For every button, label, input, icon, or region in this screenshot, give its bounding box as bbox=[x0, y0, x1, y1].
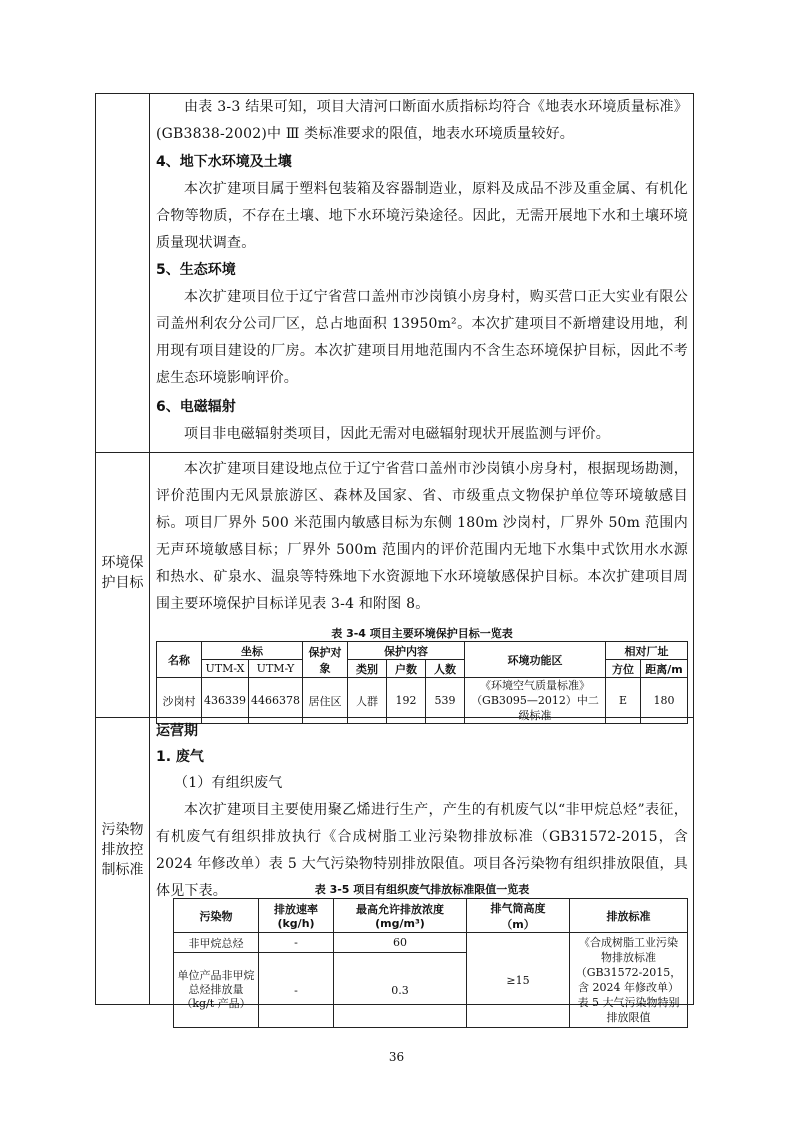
th-max-concentration-l1: 最高允许排放浓度 bbox=[356, 903, 444, 916]
cell-people: 539 bbox=[426, 678, 465, 724]
th-object: 保护对象 bbox=[303, 642, 348, 678]
cell-pollutant-1: 非甲烷总烃 bbox=[174, 933, 259, 953]
cell-stack-height: ≥15 bbox=[467, 933, 570, 1028]
th-distance: 距离/m bbox=[641, 660, 688, 678]
cell-households: 192 bbox=[387, 678, 426, 724]
th-emission-rate-l2: (kg/h) bbox=[277, 917, 315, 930]
paragraph-em-radiation: 项目非电磁辐射类项目，因此无需对电磁辐射现状开展监测与评价。 bbox=[184, 426, 610, 442]
cell-name: 沙岗村 bbox=[157, 678, 202, 724]
paragraph-organized-gas: 本次扩建项目主要使用聚乙烯进行生产，产生的有机废气以“非甲烷总烃”表征，有机废气有组织排放执行《合成树脂工业污染物排放标准（GB31572-2015，含 2024 年修改单）表 5 大气污染物特别排放限值。项目各污染物有组织排放限值，具体见下表。 bbox=[156, 802, 688, 899]
th-stack-height-l1: 排气筒高度 bbox=[490, 901, 546, 915]
table-3-5-caption: 表 3-5 项目有组织废气排放标准限值一览表 bbox=[314, 883, 530, 896]
paragraph-ecology: 本次扩建项目位于辽宁省营口盖州市沙岗镇小房身村，购买营口正大实业有限公司盖州利农分公司厂区，总占地面积 13950m²。本次扩建项目不新增建设用地，利用现有项目建设的厂房。本次扩建项目用地范围内不含生态环境保护目标，因此不考虑生态环境影响评价。 bbox=[156, 289, 688, 386]
paragraph-env-targets: 本次扩建项目建设地点位于辽宁省营口盖州市沙岗镇小房身村，根据现场勘测，评价范围内无风景旅游区、森林及国家、省、市级重点文物保护单位等环境敏感目标。项目厂界外 500 米范围内敏感目标为东侧 180m 沙岗村，厂界外 50m 范围内无声环境敏感目标；厂界外 500m 范围内的评价范围内无地下水集中式饮用水水源和热水、矿泉水、温泉等特殊地下水资源地下水环境敏感保护目标。本次扩建项目周围主要环境保护目标详见表 3-4 和附图 8。 bbox=[156, 461, 688, 612]
th-name: 名称 bbox=[157, 642, 202, 678]
cell-type: 人群 bbox=[348, 678, 387, 724]
env-target-table bbox=[156, 641, 688, 724]
paragraph-groundwater-soil: 本次扩建项目属于塑料包装箱及容器制造业，原料及成品不涉及重金属、有机化合物等物质，不存在土壤、地下水环境污染途径。因此，无需开展地下水和土壤环境质量现状调查。 bbox=[156, 181, 688, 251]
th-direction: 方位 bbox=[606, 660, 641, 678]
th-max-concentration bbox=[334, 899, 467, 933]
table-row bbox=[157, 678, 688, 724]
cell-conc-1: 60 bbox=[334, 933, 467, 953]
table-3-4-caption: 表 3-4 项目主要环境保护目标一览表 bbox=[331, 627, 513, 640]
th-relative-site: 相对厂址 bbox=[606, 642, 688, 660]
th-emission-rate-l1: 排放速率 bbox=[274, 903, 318, 916]
th-stack-height bbox=[467, 899, 570, 933]
cell-object: 居住区 bbox=[303, 678, 348, 724]
th-content: 保护内容 bbox=[348, 642, 465, 660]
cell-utm-x: 436339 bbox=[202, 678, 249, 724]
env-target-label: 环境保护目标 bbox=[101, 555, 144, 591]
subheading-organized-gas: （1）有组织废气 bbox=[174, 775, 283, 791]
heading-em-radiation: 6、电磁辐射 bbox=[156, 399, 236, 415]
cell-distance: 180 bbox=[641, 678, 688, 724]
cell-rate-1: - bbox=[259, 933, 334, 953]
paragraph-surface-water: 由表 3-3 结果可知，项目大清河口断面水质指标均符合《地表水环境质量标准》(GB3838-2002)中 Ⅲ 类标准要求的限值，地表水环境质量较好。 bbox=[156, 99, 688, 142]
th-standard: 排放标准 bbox=[570, 899, 688, 933]
th-utm-y: UTM-Y bbox=[249, 660, 303, 678]
heading-exhaust-gas: 1. 废气 bbox=[156, 749, 204, 765]
emission-limit-table bbox=[173, 898, 688, 1028]
th-emission-rate bbox=[259, 899, 334, 933]
func-line-2: （GB3095—2012）中二级标准 bbox=[471, 694, 599, 722]
page-number: 36 bbox=[388, 1050, 405, 1064]
heading-groundwater-soil: 4、地下水环境及土壤 bbox=[156, 154, 292, 170]
cell-standard: 《合成树脂工业污染物排放标准（GB31572-2015，含 2024 年修改单）表 5 大气污染物特别排放限值 bbox=[570, 933, 688, 1028]
th-type: 类别 bbox=[348, 660, 387, 678]
heading-ecology: 5、生态环境 bbox=[156, 262, 236, 278]
th-pollutant: 污染物 bbox=[174, 899, 259, 933]
th-utm-x: UTM-X bbox=[202, 660, 249, 678]
table-row bbox=[174, 933, 688, 953]
cell-direction: E bbox=[606, 678, 641, 724]
th-function-zone: 环境功能区 bbox=[465, 642, 606, 678]
cell-conc-2: 0.3 bbox=[334, 953, 467, 1028]
func-line-1: 《环境空气质量标准》 bbox=[480, 679, 590, 692]
th-coord: 坐标 bbox=[202, 642, 303, 660]
th-people: 人数 bbox=[426, 660, 465, 678]
column-divider bbox=[149, 93, 150, 1005]
heading-operation: 运营期 bbox=[156, 723, 198, 739]
cell-rate-2: - bbox=[259, 953, 334, 1028]
th-max-concentration-l2: (mg/m³) bbox=[375, 917, 425, 930]
cell-pollutant-2: 单位产品非甲烷总烃排放量（kg/t 产品） bbox=[174, 953, 259, 1028]
cell-utm-y: 4466378 bbox=[249, 678, 303, 724]
th-stack-height-l2: （m） bbox=[501, 917, 535, 931]
row-divider-1 bbox=[95, 452, 694, 453]
pollutant-std-label: 污染物排放控制标准 bbox=[101, 822, 144, 878]
th-households: 户数 bbox=[387, 660, 426, 678]
cell-function-zone bbox=[465, 678, 606, 724]
